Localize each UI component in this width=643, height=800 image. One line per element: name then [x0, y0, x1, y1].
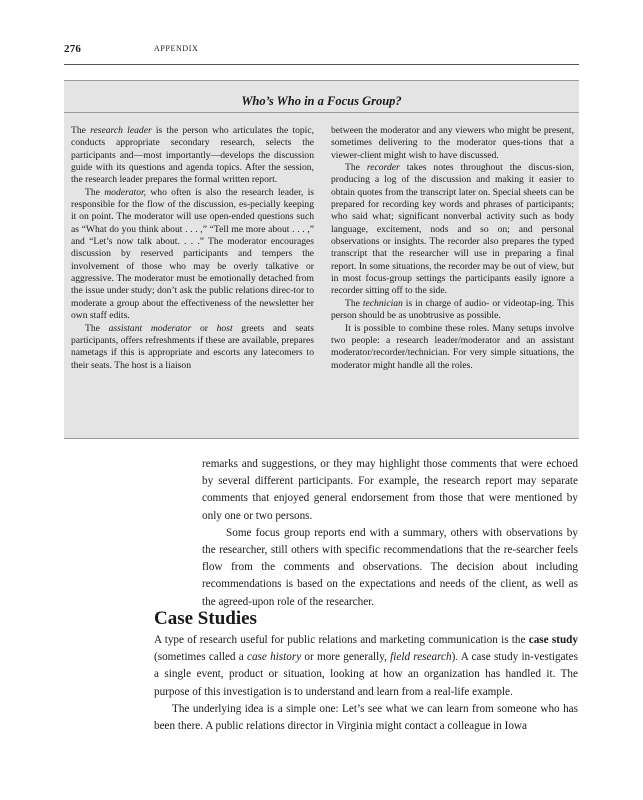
- page-number: 276: [64, 43, 82, 55]
- paragraph-research-leader: [71, 125, 314, 187]
- text-run: is in charge of audio- or videotap-ing. This person should be as unobtrusive as possible.: [331, 297, 574, 322]
- term-moderator: moderator,: [104, 186, 147, 198]
- text-run: The: [85, 322, 109, 334]
- sidebar-column-right: [331, 125, 574, 372]
- term-case-study: case study: [528, 634, 578, 646]
- text-run: (sometimes called a: [154, 651, 247, 664]
- text-run: ). A case study in-vestigates a single event, product or situation, looking at how an organization has handled it. The purpose of this investigation is to understand and learn from a real-life example.: [154, 651, 578, 698]
- term-technician: technician: [362, 297, 403, 309]
- term-research-leader: research leader: [90, 125, 152, 136]
- sidebar-column-left: [71, 125, 314, 372]
- paragraph-combine-roles: It is possible to combine these roles. Many setups involve two people: a research leader/moderator and an assistant moderator/recorder/technician. For very simple situations, the moderator might handle all the roles.: [331, 322, 574, 371]
- text-run: or: [191, 322, 217, 334]
- paragraph-recorder: [331, 162, 574, 298]
- header-rule: [64, 64, 579, 65]
- text-run: The: [85, 186, 105, 198]
- paragraph-underlying-idea: The underlying idea is a simple one: Let’s see what we can learn from someone who has been there. A public relations director in Virginia might contact a colleague in Iowa: [154, 702, 578, 733]
- body-text-block: [202, 456, 578, 611]
- term-host: host: [216, 322, 233, 334]
- case-studies-text: [154, 632, 578, 735]
- paragraph-liaison-continued: between the moderator and any viewers who might be present, sometimes delivering to the moderator ques-tions that a viewer-client might wish to have discussed.: [331, 125, 574, 161]
- term-recorder: recorder: [366, 162, 400, 174]
- text-run: greets and seats participants, offers refreshments if these are available, prepares nametags if this is appropriate and escorts any latecomers to their seats. The host is a liaison: [71, 322, 314, 371]
- paragraph-remarks: remarks and suggestions, or they may highlight those comments that were echoed by several different participants. For example, the research report may separate comments that enjoyed general endorsement from those that were mentioned by only one or two persons.: [202, 458, 578, 522]
- term-case-history: case history: [246, 651, 302, 664]
- text-run: The: [71, 125, 91, 136]
- text-run: or more generally,: [301, 651, 391, 664]
- text-run: takes notes throughout the discus-sion, producing a log of the discussion and making it easier to obtain quotes from the transcript later on. Special sheets can be prepared for recording key words and phrases of participants; who said what; significant nonverbal activity such as body language, excitement, nods and so on; and personal observations or insights. The recorder also prepares the typed transcript that the researcher will use in preparing a final report. In some situations, the recorder may be out of view, but in most focus-group settings the participants easily ignore a recorder sitting off to the side.: [331, 162, 574, 297]
- running-head: APPENDIX: [154, 44, 199, 53]
- text-run: The: [345, 162, 367, 174]
- section-heading-case-studies: Case Studies: [154, 608, 257, 629]
- page-header: [64, 43, 584, 55]
- text-run: The: [345, 297, 363, 309]
- paragraph-case-study-definition: [154, 632, 578, 701]
- paragraph-technician: [331, 298, 574, 323]
- term-field-research: field research: [390, 651, 452, 664]
- sidebar-title: Who’s Who in a Focus Group?: [241, 94, 402, 108]
- sidebar-title-rule: [64, 112, 579, 113]
- text-run: A type of research useful for public relations and marketing communication is the: [154, 634, 529, 646]
- text-run: who often is also the research leader, is responsible for the flow of the discussion, es-pecially keeping it on point. The moderator will use open-ended questions such as “What do you think about . . . ,” “Tell me more about . . . ,” and “Let’s now talk about. . . .” The moderator encourages discussion by reserved participants and tempers the involvement of those who may be overly talkative or aggressive. The moderator must be emotionally detached from the issue under study; don’t ask the public relations direc-tor to moderate a group about the effectiveness of the newsletter her own staff edits.: [71, 186, 314, 322]
- text-run: is the person who articulates the topic, conducts appropriate secondary research, selects the participants and—most importantly—develops the discussion guide with its questions and agenda topics. After the session, the research leader prepares the formal written report.: [71, 125, 314, 186]
- paragraph-moderator: [71, 187, 314, 323]
- term-assistant-moderator: assistant moderator: [108, 322, 192, 334]
- paragraph-reports-summary: Some focus group reports end with a summary, others with observations by the researcher, still others with specific recommendations that the re-searcher feels flow from the comments and observations. The decision about including recommendations is based on the expectations and needs of the client, as well as the agreed-upon role of the researcher.: [202, 526, 578, 608]
- paragraph-assistant-moderator: [71, 323, 314, 372]
